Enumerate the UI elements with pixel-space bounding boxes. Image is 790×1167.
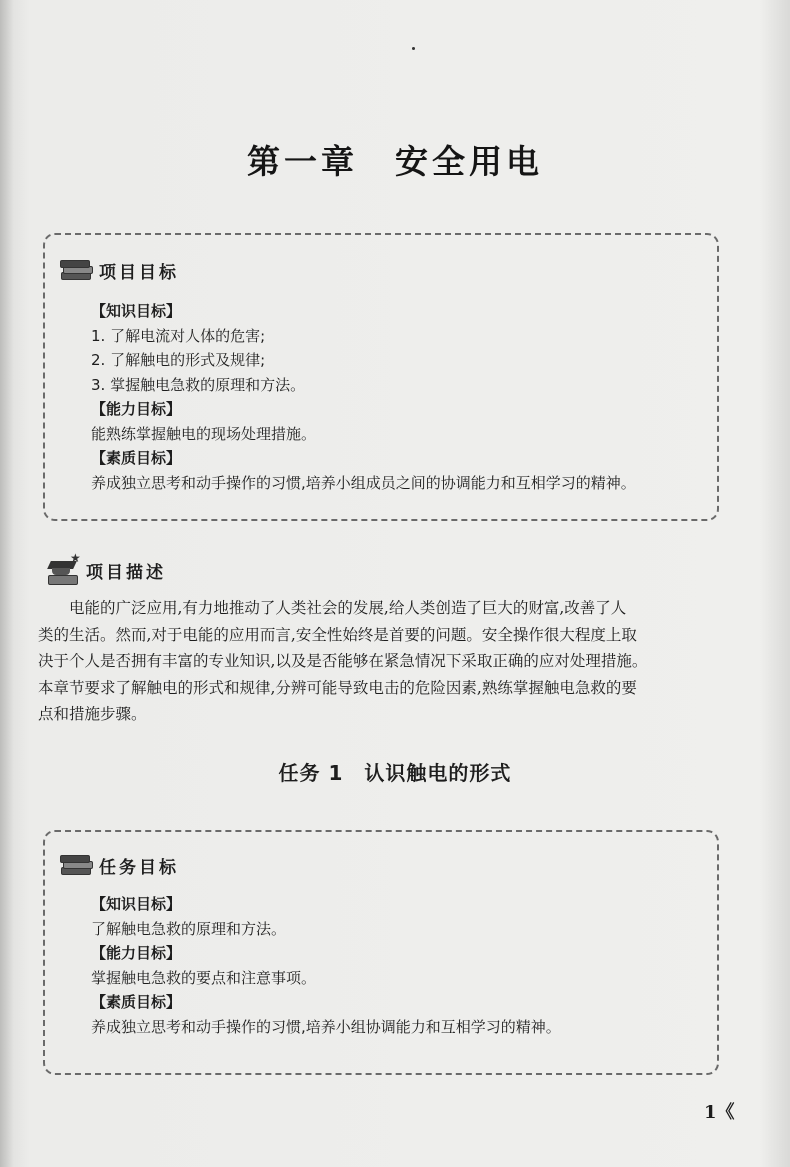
project-description-header xyxy=(46,551,166,585)
project-goals-heading: 项目目标 xyxy=(99,262,179,283)
knowledge-goal-text: 了解触电急救的原理和方法。 xyxy=(91,919,287,938)
project-description-text xyxy=(38,595,754,728)
project-description-heading: 项目描述 xyxy=(86,562,166,583)
project-goals-header xyxy=(59,257,179,283)
knowledge-goal-label: 【知识目标】 xyxy=(91,895,182,913)
ability-goal-text: 掌握触电急救的要点和注意事项。 xyxy=(91,968,317,987)
description-line: 电能的广泛应用,有力地推动了人类社会的发展,给人类创造了巨大的财富,改善了人 xyxy=(69,599,627,617)
ability-goal-text: 能熟练掌握触电的现场处理措施。 xyxy=(91,424,317,443)
description-line: 决于个人是否拥有丰富的专业知识,以及是否能够在紧急情况下采取正确的应对处理措施。 xyxy=(38,652,648,670)
quality-goal-text: 养成独立思考和动手操作的习惯,培养小组协调能力和互相学习的精神。 xyxy=(91,1017,561,1036)
books-icon xyxy=(59,257,93,283)
page-number xyxy=(704,1098,733,1124)
knowledge-goal-item: 1. 了解电流对人体的危害; xyxy=(91,326,266,345)
books-icon xyxy=(59,852,93,878)
ability-goal-label: 【能力目标】 xyxy=(91,944,182,962)
page-arrow-icon: 《 xyxy=(716,1102,733,1123)
quality-goal-text: 养成独立思考和动手操作的习惯,培养小组成员之间的协调能力和互相学习的精神。 xyxy=(91,473,636,492)
knowledge-goal-item: 3. 掌握触电急救的原理和方法。 xyxy=(91,375,306,394)
project-goals-body xyxy=(91,299,701,495)
task-goals-body xyxy=(91,892,701,1039)
ability-goal-label: 【能力目标】 xyxy=(91,400,182,418)
page-number-value: 1 xyxy=(704,1102,717,1123)
task-goals-header xyxy=(59,852,179,878)
project-goals-box xyxy=(43,233,719,521)
quality-goal-label: 【素质目标】 xyxy=(91,449,182,467)
chapter-title: 第一章 安全用电 xyxy=(247,142,543,181)
description-line: 本章节要求了解触电的形式和规律,分辨可能导致电击的危险因素,熟练掌握触电急救的要 xyxy=(38,678,637,697)
description-line: 点和措施步骤。 xyxy=(38,705,147,723)
knowledge-goal-item: 2. 了解触电的形式及规律; xyxy=(91,351,266,369)
quality-goal-label: 【素质目标】 xyxy=(91,993,182,1011)
knowledge-goal-label: 【知识目标】 xyxy=(91,302,182,320)
description-line: 类的生活。然而,对于电能的应用而言,安全性始终是首要的问题。安全操作很大程度上取 xyxy=(38,625,637,644)
task-goals-heading: 任务目标 xyxy=(99,857,179,878)
ink-dot xyxy=(412,47,415,50)
task-goals-box xyxy=(43,830,719,1075)
graduation-cap-icon: ★ xyxy=(46,555,80,585)
task-title: 任务 1 认识触电的形式 xyxy=(278,761,512,785)
